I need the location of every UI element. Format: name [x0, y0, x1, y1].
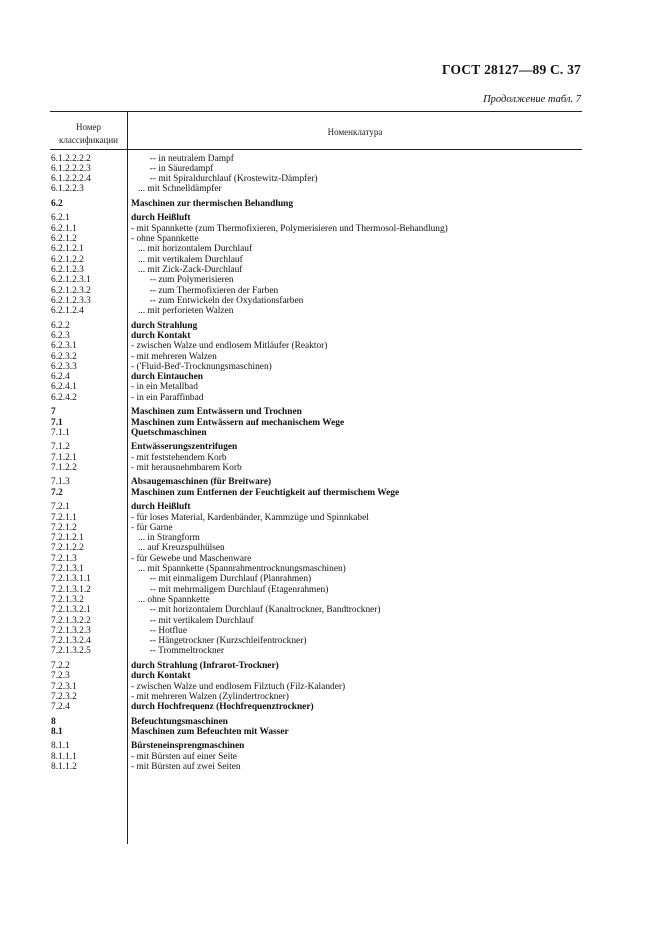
table-row: [0, 306, 661, 316]
table-row: [0, 543, 661, 553]
table-row: [0, 418, 661, 428]
nomenclature-text: Befeuchtungsmaschinen: [131, 716, 228, 727]
table-header-rule: [50, 149, 582, 150]
nomenclature-text: ... mit Schnelldämpfer: [131, 184, 222, 195]
nomenclature-text: -- in neutralem Dampf: [131, 153, 234, 164]
classification-number: 7.1.2: [51, 442, 70, 453]
table-row: [0, 671, 661, 681]
nomenclature-text: Quetschmaschinen: [131, 427, 207, 438]
page-header: ГОСТ 28127—89 С. 37: [442, 62, 581, 77]
column-header-number: [50, 121, 127, 147]
classification-number: 7.2.1.3.2.1: [51, 605, 91, 616]
classification-number: 8.1.1.2: [51, 762, 77, 772]
nomenclature-text: - mit Spannkette (zum Thermofixieren, Polymerisieren und Thermosol-Behandlung): [131, 223, 448, 234]
nomenclature-text: - ('Fluid-Bed'-Trocknungsmaschinen): [131, 361, 272, 372]
classification-number: 7.1.3: [51, 477, 70, 488]
nomenclature-text: ... auf Kreuzspulhülsen: [131, 543, 225, 554]
table-row: [0, 224, 661, 234]
nomenclature-text: -- Hotflue: [131, 625, 187, 636]
table-row: [0, 533, 661, 543]
table-row: [0, 682, 661, 692]
nomenclature-text: Entwässerungszentrifugen: [131, 442, 238, 453]
classification-number: 6.2.4.1: [51, 382, 77, 393]
classification-number: 7.2.3: [51, 671, 70, 682]
classification-number: 7.2.1.3.2.4: [51, 636, 91, 647]
nomenclature-text: - für Gewebe und Maschenware: [131, 553, 252, 564]
nomenclature-text: durch Kontakt: [131, 671, 191, 682]
classification-number: 6.2.3: [51, 330, 70, 341]
table-row: [0, 184, 661, 194]
nomenclature-text: durch Heißluft: [131, 502, 191, 513]
classification-number: 6.1.2.2.2.2: [51, 153, 91, 164]
table-row: [0, 382, 661, 392]
nomenclature-text: durch Kontakt: [131, 330, 191, 341]
column-header-nomenclature: Номенклатура: [327, 127, 383, 137]
classification-number: 6.2.1.2.3.1: [51, 275, 91, 286]
nomenclature-text: Maschinen zum Entwässern und Trochnen: [131, 407, 302, 418]
table-top-rule: [50, 111, 582, 112]
classification-number: 6.2.1.2.4: [51, 306, 84, 317]
nomenclature-text: - in ein Metallbad: [131, 382, 198, 393]
classification-number: 7.2.1.2.1: [51, 533, 84, 544]
nomenclature-text: Maschinen zum Entwässern auf mechanischem Wege: [131, 417, 345, 428]
table-row: [0, 626, 661, 636]
table-row: [0, 605, 661, 615]
table-row: [0, 255, 661, 265]
classification-number: 6.2.4: [51, 372, 70, 383]
nomenclature-text: -- in Säuredampf: [131, 163, 214, 174]
classification-number: 7.2: [51, 487, 63, 498]
table-row: [0, 321, 661, 331]
classification-number: 6.2.1.1: [51, 223, 77, 234]
table-row: [0, 275, 661, 285]
classification-number: 7.2.2: [51, 660, 70, 671]
nomenclature-text: -- zum Polymerisieren: [131, 275, 234, 286]
classification-number: 6.2.1.2.3: [51, 264, 84, 275]
nomenclature-text: - in ein Paraffinbad: [131, 392, 204, 403]
table-row: [0, 352, 661, 362]
classification-number: 7.2.1.2: [51, 522, 77, 533]
nomenclature-text: - mit mehreren Walzen (Zylindertrockner): [131, 691, 289, 702]
table-continuation-label: Продолжение табл. 7: [483, 94, 581, 105]
table-row: [0, 502, 661, 512]
nomenclature-text: ... mit perforieten Walzen: [131, 306, 234, 317]
table-row: [0, 453, 661, 463]
classification-number: 6.2.4.2: [51, 392, 77, 403]
classification-number: 7.2.1.3.2.2: [51, 615, 91, 626]
classification-number: 6.1.2.2.2.4: [51, 174, 91, 185]
nomenclature-text: - ohne Spannkette: [131, 234, 199, 244]
classification-number: 6.2.1.2.3.3: [51, 295, 91, 306]
nomenclature-text: -- mit vertikalem Durchlauf: [131, 615, 254, 626]
classification-number: 7.2.1.3.1.1: [51, 574, 91, 585]
table-row: [0, 636, 661, 646]
table-row: [0, 513, 661, 523]
classification-number: 6.2: [51, 198, 63, 209]
table-row: [0, 442, 661, 452]
classification-number: 6.2.2: [51, 320, 70, 331]
classification-number: 6.2.1: [51, 213, 70, 224]
classification-number: 7.2.1.3.2: [51, 594, 84, 605]
nomenclature-text: ... mit Spannkette (Spannrahmentrocknungsmaschinen): [131, 564, 346, 574]
classification-number: 7.1.1: [51, 427, 70, 438]
table-row: [0, 372, 661, 382]
classification-number: 7: [51, 407, 56, 418]
table-row: [0, 331, 661, 341]
classification-number: 7.2.3.1: [51, 681, 77, 692]
table-row: [0, 286, 661, 296]
nomenclature-text: durch Hochfrequenz (Hochfrequenztrockner): [131, 702, 314, 713]
classification-number: 7.1.2.1: [51, 452, 77, 463]
nomenclature-text: -- mit einmaligem Durchlauf (Planrahmen): [131, 574, 312, 585]
table-row: [0, 174, 661, 184]
table-row: [0, 244, 661, 254]
nomenclature-text: durch Strahlung: [131, 320, 198, 331]
table-row: [0, 234, 661, 244]
table-row: [0, 564, 661, 574]
classification-number: 7.2.1.1: [51, 512, 77, 523]
column-header-number-line2: классификации: [59, 135, 118, 145]
classification-number: 7.1: [51, 417, 63, 428]
table-row: [0, 692, 661, 702]
table-row: [0, 488, 661, 498]
classification-number: 6.2.1.2.1: [51, 244, 84, 255]
table-row: [0, 428, 661, 438]
classification-number: 6.2.3.3: [51, 361, 77, 372]
table-row: [0, 554, 661, 564]
table-row: [0, 213, 661, 223]
classification-number: 8.1.1.1: [51, 751, 77, 762]
nomenclature-text: -- mit Spiraldurchlauf (Krostewitz-Dämpfer): [131, 174, 318, 185]
table-row: [0, 702, 661, 712]
table-row: [0, 616, 661, 626]
table-row: [0, 646, 661, 656]
nomenclature-text: - mit mehreren Walzen: [131, 351, 217, 362]
table-row: [0, 727, 661, 737]
nomenclature-text: ... mit vertikalem Durchlauf: [131, 254, 243, 265]
nomenclature-text: - mit feststehendem Korb: [131, 452, 227, 463]
table-row: [0, 341, 661, 351]
table-row: [0, 752, 661, 762]
nomenclature-text: - mit Bürsten auf einer Seite: [131, 751, 237, 762]
table-row: [0, 296, 661, 306]
nomenclature-text: - für loses Material, Kardenbänder, Kammzüge und Spinnkabel: [131, 512, 369, 523]
nomenclature-text: -- Trommeltrockner: [131, 646, 224, 657]
classification-number: 8.1: [51, 726, 63, 737]
table-row: [0, 585, 661, 595]
nomenclature-text: -- mit mehrmaligem Durchlauf (Etagenrahmen): [131, 584, 329, 595]
nomenclature-text: Bürsteneinsprengmaschinen: [131, 741, 245, 752]
nomenclature-text: ... ohne Spannkette: [131, 594, 210, 605]
table-row: [0, 661, 661, 671]
table-row: [0, 717, 661, 727]
classification-number: 6.2.1.2.3.2: [51, 285, 91, 296]
table-row: [0, 154, 661, 164]
table-row: [0, 523, 661, 533]
column-header-number-line1: Номер: [75, 122, 102, 132]
table-row: [0, 199, 661, 209]
nomenclature-text: ... mit horizontalem Durchlauf: [131, 244, 253, 255]
nomenclature-text: Maschinen zum Befeuchten mit Wasser: [131, 726, 289, 737]
nomenclature-text: -- zum Entwickeln der Oxydationsfarben: [131, 295, 304, 306]
classification-number: 6.2.3.1: [51, 341, 77, 352]
classification-number: 6.1.2.2.2.3: [51, 163, 91, 174]
nomenclature-text: durch Strahlung (Infrarot-Trockner): [131, 660, 279, 671]
classification-number: 6.2.1.2.2: [51, 254, 84, 265]
nomenclature-text: - zwischen Walze und endlosem Filztuch (Filz-Kalander): [131, 681, 346, 692]
nomenclature-text: ... mit Zick-Zack-Durchlauf: [131, 264, 243, 275]
nomenclature-text: Maschinen zur thermischen Behandlung: [131, 198, 294, 209]
classification-number: 7.2.1.3.1: [51, 564, 84, 574]
table-row: [0, 164, 661, 174]
classification-number: 7.2.1.3.2.3: [51, 625, 91, 636]
table-row: [0, 265, 661, 275]
table-row: [0, 407, 661, 417]
nomenclature-text: ... in Strangform: [131, 533, 200, 544]
classification-number: 7.2.1.3.1.2: [51, 584, 91, 595]
classification-number: 7.2.1.3.2.5: [51, 646, 91, 657]
classification-number: 7.2.3.2: [51, 691, 77, 702]
classification-number: 7.2.1: [51, 502, 70, 513]
classification-number: 7.2.1.3: [51, 553, 77, 564]
table-row: [0, 463, 661, 473]
nomenclature-text: -- Hängetrockner (Kurzschleifentrockner): [131, 636, 307, 647]
classification-number: 6.2.3.2: [51, 351, 77, 362]
table-row: [0, 741, 661, 751]
table-row: [0, 393, 661, 403]
table-row: [0, 477, 661, 487]
table-row: [0, 362, 661, 372]
classification-number: 6.1.2.2.3: [51, 184, 84, 195]
classification-number: 8.1.1: [51, 741, 70, 752]
classification-number: 7.2.1.2.2: [51, 543, 84, 554]
nomenclature-text: -- mit horizontalem Durchlauf (Kanaltrockner, Bandtrockner): [131, 605, 381, 616]
nomenclature-text: durch Heißluft: [131, 213, 191, 224]
nomenclature-text: - zwischen Walze und endlosem Mitläufer (Reaktor): [131, 341, 328, 352]
nomenclature-text: -- zum Thermofixieren der Farben: [131, 285, 279, 296]
classification-number: 8: [51, 716, 56, 727]
nomenclature-text: - für Garne: [131, 522, 173, 533]
classification-number: 7.1.2.2: [51, 462, 77, 473]
nomenclature-text: Maschinen zum Entfernen der Feuchtigkeit auf thermischem Wege: [131, 487, 400, 498]
nomenclature-text: - mit Bürsten auf zwei Seiten: [131, 762, 241, 772]
classification-number: 7.2.4: [51, 702, 70, 713]
nomenclature-text: durch Eintauchen: [131, 372, 203, 383]
table-row: [0, 595, 661, 605]
nomenclature-text: Absaugemaschinen (für Breitware): [131, 477, 272, 488]
table-row: [0, 574, 661, 584]
classification-number: 6.2.1.2: [51, 234, 77, 244]
table-row: [0, 762, 661, 772]
nomenclature-text: - mit herausnehmbarem Korb: [131, 462, 242, 473]
